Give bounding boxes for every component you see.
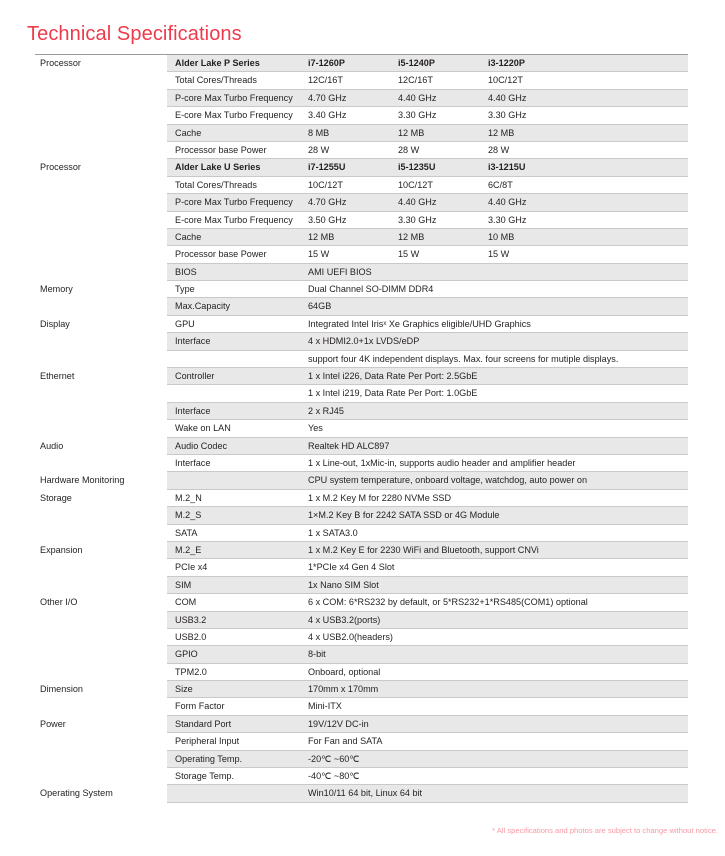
- category-label-empty: [35, 90, 167, 107]
- cpu-value: 10C/12T: [308, 179, 343, 190]
- row-data: [167, 751, 688, 768]
- row-data: [167, 507, 688, 524]
- row-data: [167, 438, 688, 455]
- field-label: Alder Lake P Series: [175, 58, 260, 68]
- row-data: [167, 490, 688, 507]
- table-row: [35, 455, 688, 472]
- cpu-value: 6C/8T: [488, 179, 513, 190]
- row-data: [167, 385, 688, 402]
- cpu-value: 4.70 GHz: [308, 92, 347, 103]
- field-label: PCIe x4: [175, 562, 208, 573]
- row-data: [167, 333, 688, 350]
- category-label-empty: [35, 664, 167, 681]
- cpu-value: 3.30 GHz: [398, 110, 437, 121]
- category-label-empty: [35, 246, 167, 263]
- field-label: M.2_N: [175, 492, 202, 503]
- category-label-empty: [35, 385, 167, 402]
- cpu-value: i7-1255U: [308, 162, 346, 173]
- field-value: For Fan and SATA: [308, 736, 383, 747]
- table-row: [35, 716, 688, 733]
- category-label-empty: [35, 333, 167, 350]
- table-row: [35, 698, 688, 715]
- row-data: [167, 316, 688, 333]
- row-data: [167, 281, 688, 298]
- category-label: Processor: [35, 55, 167, 72]
- row-data: [167, 594, 688, 611]
- field-label: Size: [175, 684, 193, 695]
- cpu-value: 3.30 GHz: [398, 214, 437, 225]
- table-row: [35, 646, 688, 663]
- field-label: E-core Max Turbo Frequency: [175, 214, 293, 225]
- field-label: Type: [175, 284, 195, 295]
- field-value: 4 x USB3.2(ports): [308, 614, 381, 625]
- field-label: Total Cores/Threads: [175, 75, 257, 86]
- cpu-value: 28 W: [398, 144, 420, 155]
- row-data: [167, 212, 688, 229]
- cpu-value: 12C/16T: [398, 75, 433, 86]
- field-value: 1 x SATA3.0: [308, 527, 358, 538]
- table-row: [35, 542, 688, 559]
- cpu-value: 15 W: [398, 249, 420, 260]
- cpu-value: 15 W: [488, 249, 510, 260]
- table-row: [35, 768, 688, 785]
- field-value: Mini-ITX: [308, 701, 342, 712]
- field-label: Operating Temp.: [175, 753, 243, 764]
- field-label: Cache: [175, 127, 202, 138]
- cpu-value: 15 W: [308, 249, 330, 260]
- row-data: [167, 177, 688, 194]
- table-row: [35, 90, 688, 107]
- category-label-empty: [35, 751, 167, 768]
- category-label-empty: [35, 768, 167, 785]
- cpu-value: 12 MB: [398, 231, 425, 242]
- cpu-value: 4.40 GHz: [398, 92, 437, 103]
- cpu-value: 28 W: [488, 144, 510, 155]
- field-value: 2 x RJ45: [308, 405, 344, 416]
- row-data: [167, 525, 688, 542]
- table-row: [35, 298, 688, 315]
- row-data: [167, 142, 688, 159]
- row-data: [167, 768, 688, 785]
- category-label: Processor: [35, 159, 167, 176]
- category-label: Memory: [35, 281, 167, 298]
- field-value: Dual Channel SO-DIMM DDR4: [308, 284, 434, 295]
- table-row: [35, 159, 688, 176]
- table-row: [35, 559, 688, 576]
- field-label: M.2_E: [175, 544, 202, 555]
- table-row: [35, 264, 688, 281]
- field-value: 1 x M.2 Key E for 2230 WiFi and Bluetooth, support CNVi: [308, 544, 539, 555]
- field-value: 1 x Intel i226, Data Rate Per Port: 2.5GbE: [308, 371, 478, 382]
- field-value: 1 x Line-out, 1xMic-in, supports audio header and amplifier header: [308, 457, 576, 468]
- row-data: [167, 298, 688, 315]
- category-label-empty: [35, 646, 167, 663]
- category-label-empty: [35, 420, 167, 437]
- page-title: Technical Specifications: [27, 23, 242, 46]
- field-label: Alder Lake U Series: [175, 162, 261, 173]
- table-row: [35, 351, 688, 368]
- row-data: [167, 542, 688, 559]
- table-row: [35, 438, 688, 455]
- table-row: [35, 733, 688, 750]
- table-row: [35, 472, 688, 489]
- row-data: [167, 351, 688, 368]
- table-row: [35, 594, 688, 611]
- field-label-empty: [167, 785, 308, 801]
- cpu-value: i5-1240P: [398, 58, 435, 68]
- row-data: [167, 612, 688, 629]
- row-data: [167, 246, 688, 263]
- table-row: [35, 525, 688, 542]
- table-row: [35, 229, 688, 246]
- field-label: Total Cores/Threads: [175, 179, 257, 190]
- table-row: [35, 55, 688, 72]
- row-data: [167, 55, 688, 72]
- cpu-value: 12 MB: [488, 127, 515, 138]
- cpu-value: 3.30 GHz: [488, 214, 527, 225]
- category-label-empty: [35, 577, 167, 594]
- field-label: P-core Max Turbo Frequency: [175, 92, 293, 103]
- row-data: [167, 629, 688, 646]
- row-data: [167, 785, 688, 802]
- table-row: [35, 107, 688, 124]
- cpu-value: 10C/12T: [488, 75, 523, 86]
- cpu-value: 4.40 GHz: [488, 92, 527, 103]
- row-data: [167, 403, 688, 420]
- cpu-value: 12C/16T: [308, 75, 343, 86]
- field-label: Peripheral Input: [175, 736, 240, 747]
- field-value: 1 x Intel i219, Data Rate Per Port: 1.0GbE: [308, 388, 478, 399]
- field-label: Audio Codec: [175, 440, 228, 451]
- category-label-empty: [35, 177, 167, 194]
- row-data: [167, 698, 688, 715]
- category-label: Storage: [35, 490, 167, 507]
- field-value: 170mm x 170mm: [308, 684, 379, 695]
- field-value: 6 x COM: 6*RS232 by default, or 5*RS232+1*RS485(COM1) optional: [308, 597, 588, 608]
- cpu-value: 4.40 GHz: [488, 197, 527, 208]
- category-label-empty: [35, 125, 167, 142]
- field-label: SATA: [175, 527, 198, 538]
- category-label-empty: [35, 612, 167, 629]
- field-value: Yes: [308, 423, 323, 434]
- category-label: Hardware Monitoring: [35, 472, 167, 489]
- field-label: USB3.2: [175, 614, 207, 625]
- field-label: BIOS: [175, 266, 197, 277]
- field-value: 19V/12V DC-in: [308, 718, 369, 729]
- table-row: [35, 333, 688, 350]
- row-data: [167, 420, 688, 437]
- table-row: [35, 212, 688, 229]
- category-label-empty: [35, 559, 167, 576]
- category-label: Display: [35, 316, 167, 333]
- field-label: USB2.0: [175, 631, 207, 642]
- table-row: [35, 316, 688, 333]
- category-label-empty: [35, 142, 167, 159]
- category-label: Ethernet: [35, 368, 167, 385]
- field-label: Storage Temp.: [175, 771, 234, 782]
- table-row: [35, 403, 688, 420]
- field-label: Processor base Power: [175, 249, 267, 260]
- field-label: GPU: [175, 318, 195, 329]
- field-label: Interface: [175, 336, 211, 347]
- row-data: [167, 229, 688, 246]
- field-value: Integrated Intel Irisˣ Xe Graphics eligible/UHD Graphics: [308, 318, 531, 329]
- cpu-value: i3-1220P: [488, 58, 525, 68]
- table-row: [35, 72, 688, 89]
- cpu-value: 12 MB: [308, 231, 335, 242]
- table-row: [35, 490, 688, 507]
- category-label-empty: [35, 194, 167, 211]
- table-row: [35, 785, 688, 802]
- category-label-empty: [35, 403, 167, 420]
- table-row: [35, 246, 688, 263]
- field-label: M.2_S: [175, 510, 202, 521]
- field-value: Realtek HD ALC897: [308, 440, 390, 451]
- cpu-value: 12 MB: [398, 127, 425, 138]
- field-value: support four 4K independent displays. Max. four screens for mutiple displays.: [308, 353, 619, 364]
- category-label: Dimension: [35, 681, 167, 698]
- table-row: [35, 194, 688, 211]
- row-data: [167, 90, 688, 107]
- row-data: [167, 159, 688, 176]
- row-data: [167, 559, 688, 576]
- row-data: [167, 733, 688, 750]
- table-row: [35, 577, 688, 594]
- row-data: [167, 264, 688, 281]
- category-label-empty: [35, 72, 167, 89]
- row-data: [167, 125, 688, 142]
- field-value: 64GB: [308, 301, 332, 312]
- category-label-empty: [35, 212, 167, 229]
- cpu-value: 3.30 GHz: [488, 110, 527, 121]
- field-value: AMI UEFI BIOS: [308, 266, 372, 277]
- row-data: [167, 72, 688, 89]
- row-data: [167, 455, 688, 472]
- table-row: [35, 629, 688, 646]
- field-value: -40℃ ~80℃: [308, 771, 360, 782]
- row-data: [167, 681, 688, 698]
- cpu-value: 3.50 GHz: [308, 214, 347, 225]
- category-label: Audio: [35, 438, 167, 455]
- field-label: COM: [175, 597, 197, 608]
- field-label: Standard Port: [175, 718, 232, 729]
- table-row: [35, 385, 688, 402]
- category-label-empty: [35, 698, 167, 715]
- category-label-empty: [35, 107, 167, 124]
- technical-specifications-table: [35, 54, 688, 803]
- category-label-empty: [35, 229, 167, 246]
- cpu-value: i5-1235U: [398, 162, 436, 173]
- cpu-value: 3.40 GHz: [308, 110, 347, 121]
- field-label: Wake on LAN: [175, 423, 231, 434]
- field-label: Controller: [175, 371, 215, 382]
- table-row: [35, 612, 688, 629]
- field-label-empty: [167, 385, 308, 401]
- table-row: [35, 125, 688, 142]
- field-label: GPIO: [175, 649, 198, 660]
- category-label-empty: [35, 351, 167, 368]
- cpu-value: 4.40 GHz: [398, 197, 437, 208]
- field-value: 1×M.2 Key B for 2242 SATA SSD or 4G Module: [308, 510, 500, 521]
- table-row: [35, 177, 688, 194]
- category-label-empty: [35, 455, 167, 472]
- field-label: Max.Capacity: [175, 301, 231, 312]
- field-label: TPM2.0: [175, 666, 207, 677]
- table-row: [35, 281, 688, 298]
- field-label: Interface: [175, 457, 211, 468]
- field-value: 1 x M.2 Key M for 2280 NVMe SSD: [308, 492, 452, 503]
- row-data: [167, 368, 688, 385]
- category-label-empty: [35, 507, 167, 524]
- table-row: [35, 751, 688, 768]
- footer-disclaimer: * All specifications and photos are subject to change without notice.: [492, 826, 718, 835]
- category-label: Power: [35, 716, 167, 733]
- category-label-empty: [35, 264, 167, 281]
- row-data: [167, 646, 688, 663]
- table-row: [35, 142, 688, 159]
- table-row: [35, 368, 688, 385]
- field-value: 8-bit: [308, 649, 326, 660]
- category-label: Expansion: [35, 542, 167, 559]
- field-label: Form Factor: [175, 701, 225, 712]
- row-data: [167, 716, 688, 733]
- table-row: [35, 664, 688, 681]
- field-label: SIM: [175, 579, 192, 590]
- row-data: [167, 194, 688, 211]
- field-label-empty: [167, 351, 308, 367]
- table-row: [35, 507, 688, 524]
- field-value: -20℃ ~60℃: [308, 753, 360, 764]
- cpu-value: i7-1260P: [308, 58, 345, 68]
- table-row: [35, 681, 688, 698]
- category-label-empty: [35, 525, 167, 542]
- field-label: Interface: [175, 405, 211, 416]
- field-value: 4 x HDMI2.0+1x LVDS/eDP: [308, 336, 420, 347]
- field-label-empty: [167, 472, 308, 488]
- table-row: [35, 420, 688, 437]
- cpu-value: 10C/12T: [398, 179, 433, 190]
- field-label: Processor base Power: [175, 144, 267, 155]
- cpu-value: 10 MB: [488, 231, 515, 242]
- field-value: Onboard, optional: [308, 666, 381, 677]
- row-data: [167, 577, 688, 594]
- cpu-value: 4.70 GHz: [308, 197, 347, 208]
- row-data: [167, 107, 688, 124]
- row-data: [167, 472, 688, 489]
- field-value: 1x Nano SIM Slot: [308, 579, 379, 590]
- cpu-value: 8 MB: [308, 127, 330, 138]
- category-label-empty: [35, 733, 167, 750]
- field-label: Cache: [175, 231, 202, 242]
- field-value: 4 x USB2.0(headers): [308, 631, 393, 642]
- cpu-value: i3-1215U: [488, 162, 526, 173]
- category-label-empty: [35, 629, 167, 646]
- category-label: Other I/O: [35, 594, 167, 611]
- field-label: E-core Max Turbo Frequency: [175, 110, 293, 121]
- cpu-value: 28 W: [308, 144, 330, 155]
- category-label: Operating System: [35, 785, 167, 802]
- field-label: P-core Max Turbo Frequency: [175, 197, 293, 208]
- field-value: Win10/11 64 bit, Linux 64 bit: [308, 788, 423, 799]
- field-value: CPU system temperature, onboard voltage, watchdog, auto power on: [308, 475, 588, 486]
- field-value: 1*PCIe x4 Gen 4 Slot: [308, 562, 395, 573]
- row-data: [167, 664, 688, 681]
- category-label-empty: [35, 298, 167, 315]
